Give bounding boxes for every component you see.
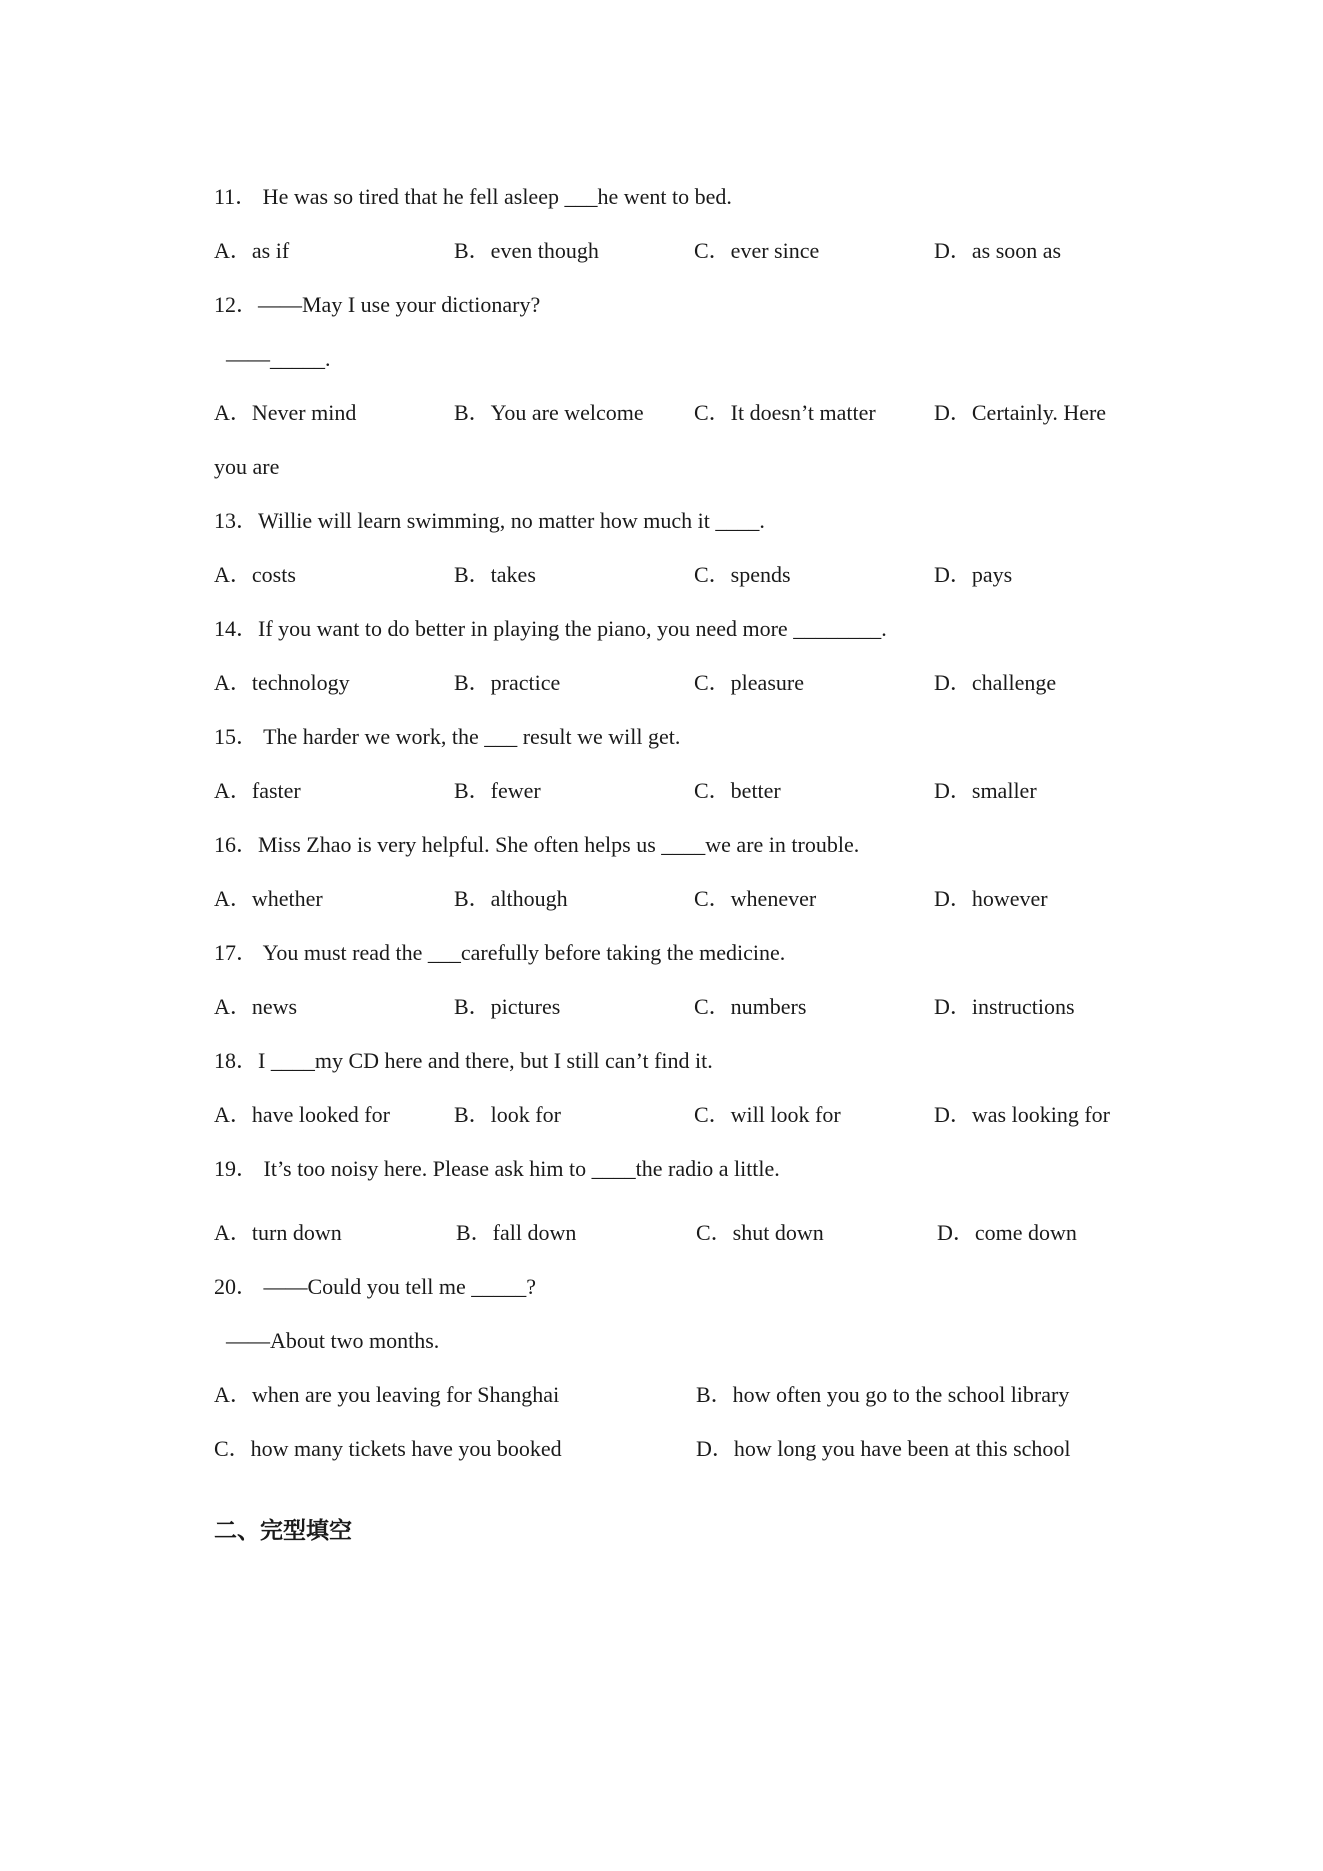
question-20-option-d[interactable]: D．how long you have been at this school	[696, 1436, 1071, 1461]
question-14-option-d[interactable]: D．challenge	[934, 670, 1057, 695]
question-11-option-b[interactable]: B．even though	[454, 238, 599, 263]
question-19-option-a[interactable]: A．turn down	[214, 1220, 342, 1245]
question-16-stem: 16．Miss Zhao is very helpful. She often helps us ____we are in trouble.	[214, 832, 860, 857]
question-13-option-c[interactable]: C．spends	[694, 562, 791, 587]
question-13-stem: 13．Willie will learn swimming, no matter how much it ____.	[214, 508, 765, 533]
question-19-option-b[interactable]: B．fall down	[456, 1220, 577, 1245]
question-11-option-d[interactable]: D．as soon as	[934, 238, 1062, 263]
question-13-option-d[interactable]: D．pays	[934, 562, 1013, 587]
question-11-option-a[interactable]: A．as if	[214, 238, 290, 263]
question-16-option-b[interactable]: B．although	[454, 886, 568, 911]
question-11-option-c[interactable]: C．ever since	[694, 238, 820, 263]
question-17-option-b[interactable]: B．pictures	[454, 994, 561, 1019]
question-16-option-c[interactable]: C．whenever	[694, 886, 817, 911]
question-16-option-a[interactable]: A．whether	[214, 886, 323, 911]
question-14-option-a[interactable]: A．technology	[214, 670, 350, 695]
question-15-option-a[interactable]: A．faster	[214, 778, 301, 803]
question-19-option-d[interactable]: D．come down	[937, 1220, 1077, 1245]
question-12-option-d-continuation: you are	[214, 454, 280, 479]
question-18-option-d[interactable]: D．was looking for	[934, 1102, 1110, 1127]
question-14-stem: 14．If you want to do better in playing the piano, you need more ________.	[214, 616, 887, 641]
question-15-option-c[interactable]: C．better	[694, 778, 781, 803]
question-17-option-a[interactable]: A．news	[214, 994, 298, 1019]
question-20-stem: 20． ——Could you tell me _____?	[214, 1274, 537, 1299]
section-heading: 二、完型填空	[214, 1518, 352, 1544]
question-15-option-b[interactable]: B．fewer	[454, 778, 541, 803]
question-15-option-d[interactable]: D．smaller	[934, 778, 1037, 803]
question-17-stem: 17． You must read the ___carefully before taking the medicine.	[214, 940, 786, 965]
question-20-answer-line: ——About two months.	[226, 1328, 440, 1353]
question-12-stem: 12．——May I use your dictionary?	[214, 292, 541, 317]
question-18-option-a[interactable]: A．have looked for	[214, 1102, 390, 1127]
question-15-stem: 15． The harder we work, the ___ result we will get.	[214, 724, 681, 749]
question-12-option-d[interactable]: D．Certainly. Here	[934, 400, 1107, 425]
question-18-option-b[interactable]: B．look for	[454, 1102, 561, 1127]
question-19-stem: 19． It’s too noisy here. Please ask him to ____the radio a little.	[214, 1156, 780, 1181]
question-19-option-c[interactable]: C．shut down	[696, 1220, 824, 1245]
question-17-option-c[interactable]: C．numbers	[694, 994, 807, 1019]
question-12-answer-line: ——_____.	[226, 346, 331, 371]
question-13-option-b[interactable]: B．takes	[454, 562, 536, 587]
question-20-option-c[interactable]: C．how many tickets have you booked	[214, 1436, 562, 1461]
question-13-option-a[interactable]: A．costs	[214, 562, 296, 587]
question-20-option-b[interactable]: B．how often you go to the school library	[696, 1382, 1070, 1407]
question-18-option-c[interactable]: C．will look for	[694, 1102, 841, 1127]
question-14-option-b[interactable]: B．practice	[454, 670, 561, 695]
question-18-stem: 18．I ____my CD here and there, but I still can’t find it.	[214, 1048, 713, 1073]
question-12-option-a[interactable]: A．Never mind	[214, 400, 357, 425]
question-11-stem: 11． He was so tired that he fell asleep ___he went to bed.	[214, 184, 732, 209]
question-12-option-b[interactable]: B．You are welcome	[454, 400, 644, 425]
question-20-option-a[interactable]: A．when are you leaving for Shanghai	[214, 1382, 560, 1407]
question-12-option-c[interactable]: C．It doesn’t matter	[694, 400, 876, 425]
question-17-option-d[interactable]: D．instructions	[934, 994, 1075, 1019]
question-14-option-c[interactable]: C．pleasure	[694, 670, 804, 695]
question-16-option-d[interactable]: D．however	[934, 886, 1048, 911]
